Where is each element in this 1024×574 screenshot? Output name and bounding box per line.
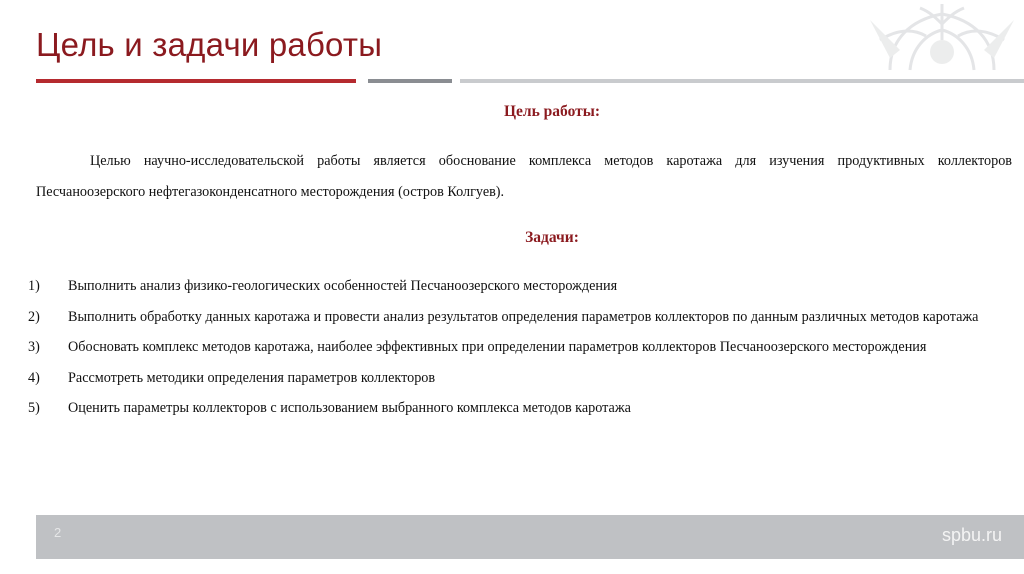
task-item bbox=[28, 393, 1008, 424]
task-item bbox=[28, 302, 1008, 333]
title-rule-dark-gray bbox=[368, 79, 452, 83]
task-item bbox=[28, 363, 1008, 394]
task-number: 2) bbox=[28, 308, 40, 325]
task-number: 3) bbox=[28, 339, 40, 355]
footer-bar bbox=[36, 515, 1024, 559]
task-number: 1) bbox=[28, 278, 40, 294]
title-rule-red bbox=[36, 79, 356, 83]
goal-text: Целью научно-исследовательской работы является обоснование комплекса методов каротажа для изучения продуктивных коллекторов Песчаноозерского нефтегазоконденсатного месторождения (остров Колгуев). bbox=[36, 153, 1012, 200]
task-item bbox=[28, 332, 1008, 363]
double-headed-eagle-emblem-icon bbox=[860, 0, 1024, 78]
task-item bbox=[28, 271, 1008, 302]
goal-heading: Цель работы: bbox=[503, 103, 601, 120]
title-rule-light-gray bbox=[460, 79, 1024, 83]
task-text: Оценить параметры коллекторов с использованием выбранного комплекса методов каротажа bbox=[68, 400, 631, 416]
task-text: Выполнить обработку данных каротажа и провести анализ результатов определения параметров коллекторов по данным различных методов каротажа bbox=[68, 308, 979, 325]
task-number: 4) bbox=[28, 369, 40, 386]
task-list bbox=[28, 271, 1008, 424]
task-text: Выполнить анализ физико-геологических особенностей Песчаноозерского месторождения bbox=[68, 278, 618, 294]
task-text: Рассмотреть методики определения параметров коллекторов bbox=[68, 369, 436, 386]
task-number: 5) bbox=[28, 400, 40, 416]
task-text: Обосновать комплекс методов каротажа, наиболее эффективных при определении параметров коллекторов Песчаноозерского месторождения bbox=[68, 339, 927, 355]
site-link[interactable]: spbu.ru bbox=[941, 525, 1002, 545]
tasks-heading: Задачи: bbox=[525, 229, 579, 246]
page-number: 2 bbox=[54, 525, 62, 540]
page-title: Цель и задачи работы bbox=[36, 26, 383, 63]
